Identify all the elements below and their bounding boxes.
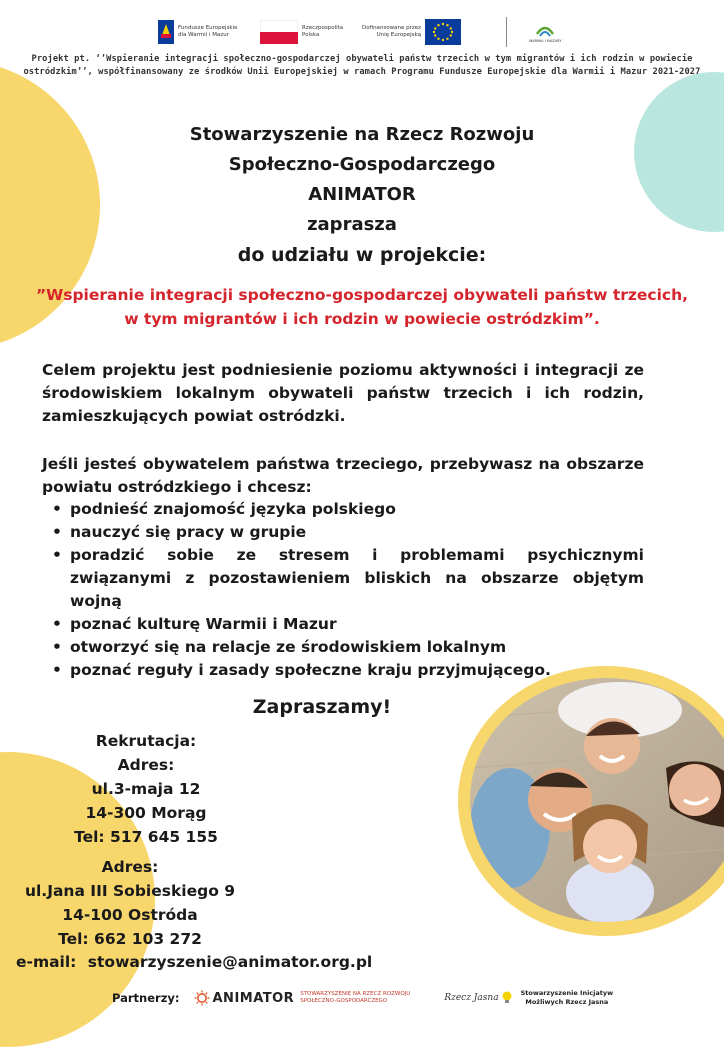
rp-line1: Rzeczpospolita [302,25,344,31]
address-label-2: Adres: [101,858,159,876]
fe-line1: Fundusze Europejskie [178,25,238,31]
email-address[interactable]: stowarzyszenie@animator.org.pl [87,953,373,971]
goal-paragraph: Celem projektu jest podniesienie poziomu aktywności i integracji ze środowiskiem lokalnym obywateli państw trzecich i ich rodzin, zamieszkujących powiat ostródzki. [42,361,644,425]
title-line3: ANIMATOR [308,184,416,205]
email-label: e-mail: [16,953,77,971]
rj-line1: Stowarzyszenie Inicjatyw [520,989,614,997]
title-line4: zaprasza [307,214,397,235]
goal-item: • otworzyć się na relacje ze środowiskiem lokalnym [42,636,644,659]
animator-sun-icon [194,990,210,1006]
project-name-line2: w tym migrantów i ich rodzin w powiecie ostródzkim”. [124,310,600,328]
rj-line2: Możliwych Rzecz Jasna [525,998,609,1006]
intro-paragraph: Jeśli jesteś obywatelem państwa trzeciego, przebywasz na obszarze powiatu ostródzkiego i chcesz: [42,455,644,496]
goals-list [42,498,644,682]
family-photo-illustration [470,678,724,922]
region-label: WARMIA I MAZURY [529,38,562,43]
rj-logo-text: Rzecz Jasna [444,993,499,1003]
recruitment-heading: Rekrutacja: [95,732,197,750]
address-street-1: ul.3-maja 12 [91,780,201,798]
polish-flag-icon [260,20,298,44]
rp-logo [260,20,362,44]
goal-item: • podnieść znajomość języka polskiego [42,498,644,521]
address-city-2: 14-100 Ostróda [62,906,198,924]
animator-logo [194,990,411,1006]
address-label-1: Adres: [117,756,175,774]
partners-bar [112,982,632,1014]
recruitment-block-1 [62,729,230,849]
rzecz-jasna-logo [444,990,512,1006]
organization-title [0,120,724,270]
title-line1: Stowarzyszenie na Rzecz Rozwoju [189,124,535,145]
fe-line2: dla Warmii i Mazur [178,32,229,38]
lightbulb-icon [501,990,513,1006]
address-street-2: ul.Jana III Sobieskiego 9 [24,882,236,900]
eu-line2: Unię Europejską [376,32,422,38]
warmia-mazury-logo [529,22,562,43]
invitation-heading: Zapraszamy! [252,696,392,718]
eu-line1: Dofinansowane przez [362,25,422,31]
eu-logo [362,19,484,45]
fe-emblem-icon [158,20,174,44]
phone-1: Tel: 517 645 155 [74,828,218,846]
logo-divider [506,17,507,47]
email-row [16,950,372,974]
animator-sub1: STOWARZYSZENIE NA RZECZ ROZWOJU [300,991,411,997]
animator-sub2: SPOŁECZNO-GOSPODARCZEGO [300,998,388,1004]
title-line5: do udziału w projekcie: [237,244,487,266]
goal-item: • poznać reguły i zasady społeczne kraju przyjmującego. [42,659,644,682]
goal-item: • nauczyć się pracy w grupie [42,521,644,544]
animator-name: ANIMATOR [212,990,295,1006]
recruitment-block-2 [20,855,240,951]
warmia-mazury-emblem-icon [535,22,555,38]
rp-line2: Polska [302,32,320,38]
project-name-line1: ”Wspieranie integracji społeczno-gospodarczej obywateli państw trzecich, [35,286,689,304]
partners-label: Partnerzy: [112,991,180,1005]
title-line2: Społeczno-Gospodarczego [228,154,496,175]
goal-item: • poradzić sobie ze stresem i problemami psychicznymi związanymi z pozostawieniem bliskich na obszarze objętym wojną [42,544,644,613]
address-city-1: 14-300 Morąg [85,804,207,822]
family-photo [470,678,724,922]
phone-2: Tel: 662 103 272 [58,930,202,948]
eu-flag-icon [425,19,461,45]
goal-item: • poznać kulturę Warmii i Mazur [42,613,644,636]
fe-logo [158,20,246,44]
project-funding-note: Projekt pt. ‘’Wspieranie integracji społeczno-gospodarczej obywateli państw trzecich w tym migrantów i ich rodzin w powiecie ostródzkim’’, współfinansowany ze środków Unii Europejskiej w ramach Programu Fundusze Europejskie dla Warmii i Mazur 2021-2027 [23,54,701,77]
project-name [0,283,724,331]
funding-logos-bar [158,12,578,52]
